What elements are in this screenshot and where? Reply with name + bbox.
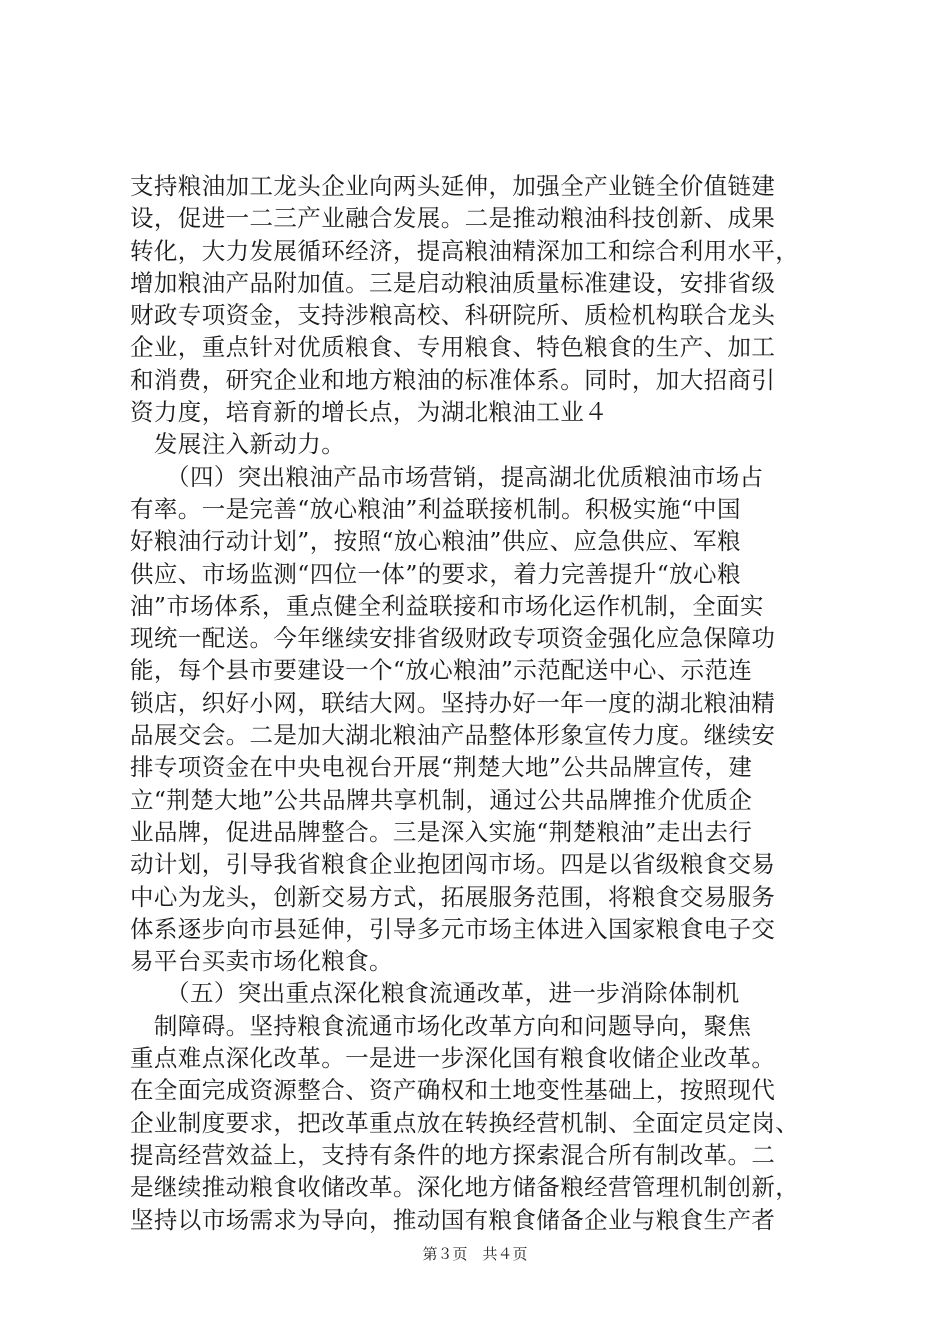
text-line: 立“荆楚大地”公共品牌共享机制，通过公共品牌推介优质企	[130, 785, 753, 814]
text-line: （四）突出粮油产品市场营销，提高湖北优质粮油市场占	[130, 462, 764, 491]
text-line: （五）突出重点深化粮食流通改革，进一步消除体制机	[130, 979, 740, 1008]
text-line: 动计划，引导我省粮食企业抱团闯市场。四是以省级粮食交易	[130, 850, 776, 879]
body-text	[130, 170, 830, 1236]
page-number-footer: 第３页 共４页	[422, 1245, 528, 1263]
text-line: 重点难点深化改革。一是进一步深化国有粮食收储企业改革。	[130, 1044, 776, 1073]
text-line: 是继续推动粮食收储改革。深化地方储备粮经营管理机制创新，	[130, 1173, 800, 1202]
text-line: 有率。一是完善“放心粮油”利益联接机制。积极实施“中国	[130, 494, 741, 523]
text-line: 现统一配送。今年继续安排省级财政专项资金强化应急保障功	[130, 624, 776, 653]
text-line: 能，每个县市要建设一个“放心粮油”示范配送中心、示范连	[130, 656, 753, 685]
text-line: 企业，重点针对优质粮食、专用粮食、特色粮食的生产、加工	[130, 333, 776, 362]
text-line: 在全面完成资源整合、资产确权和土地变性基础上，按照现代	[130, 1076, 776, 1105]
text-line: 设，促进一二三产业融合发展。二是推动粮油科技创新、成果	[130, 204, 776, 233]
text-line: 中心为龙头，创新交易方式，拓展服务范围，将粮食交易服务	[130, 882, 776, 911]
text-line: 和消费，研究企业和地方粮油的标准体系。同时，加大招商引	[130, 365, 776, 394]
text-line: 资力度，培育新的增长点，为湖北粮油工业４	[130, 398, 608, 427]
text-line: 财政专项资金，支持涉粮高校、科研院所、质检机构联合龙头	[130, 301, 776, 330]
text-line: 业品牌，促进品牌整合。三是深入实施“荆楚粮油”走出去行	[130, 817, 753, 846]
text-line: 排专项资金在中央电视台开展“荆楚大地”公共品牌宣传，建	[130, 753, 753, 782]
text-line: 制障碍。坚持粮食流通市场化改革方向和问题导向，聚焦	[130, 1011, 752, 1040]
text-line: 油”市场体系，重点健全利益联接和市场化运作机制，全面实	[130, 591, 764, 620]
text-line: 转化，大力发展循环经济，提高粮油精深加工和综合利用水平，	[130, 236, 800, 265]
text-line: 企业制度要求，把改革重点放在转换经营机制、全面定员定岗、	[130, 1108, 800, 1137]
text-line: 支持粮油加工龙头企业向两头延伸，加强全产业链全价值链建	[130, 172, 776, 200]
text-line: 发展注入新动力。	[130, 430, 346, 459]
text-line: 体系逐步向市县延伸，引导多元市场主体进入国家粮食电子交	[130, 914, 776, 943]
text-line: 锁店，织好小网，联结大网。坚持办好一年一度的湖北粮油精	[130, 688, 776, 717]
text-line: 增加粮油产品附加值。三是启动粮油质量标准建设，安排省级	[130, 268, 776, 297]
text-line: 供应、市场监测“四位一体”的要求，着力完善提升“放心粮	[130, 559, 741, 588]
text-line: 好粮油行动计划”，按照“放心粮油”供应、应急供应、军粮	[130, 527, 741, 556]
text-line: 品展交会。二是加大湖北粮油产品整体形象宣传力度。继续安	[130, 721, 776, 750]
text-line: 坚持以市场需求为导向，推动国有粮食储备企业与粮食生产者	[130, 1205, 776, 1234]
text-line: 易平台买卖市场化粮食。	[130, 947, 393, 976]
text-line: 提高经营效益上，支持有条件的地方探索混合所有制改革。二	[130, 1140, 776, 1169]
